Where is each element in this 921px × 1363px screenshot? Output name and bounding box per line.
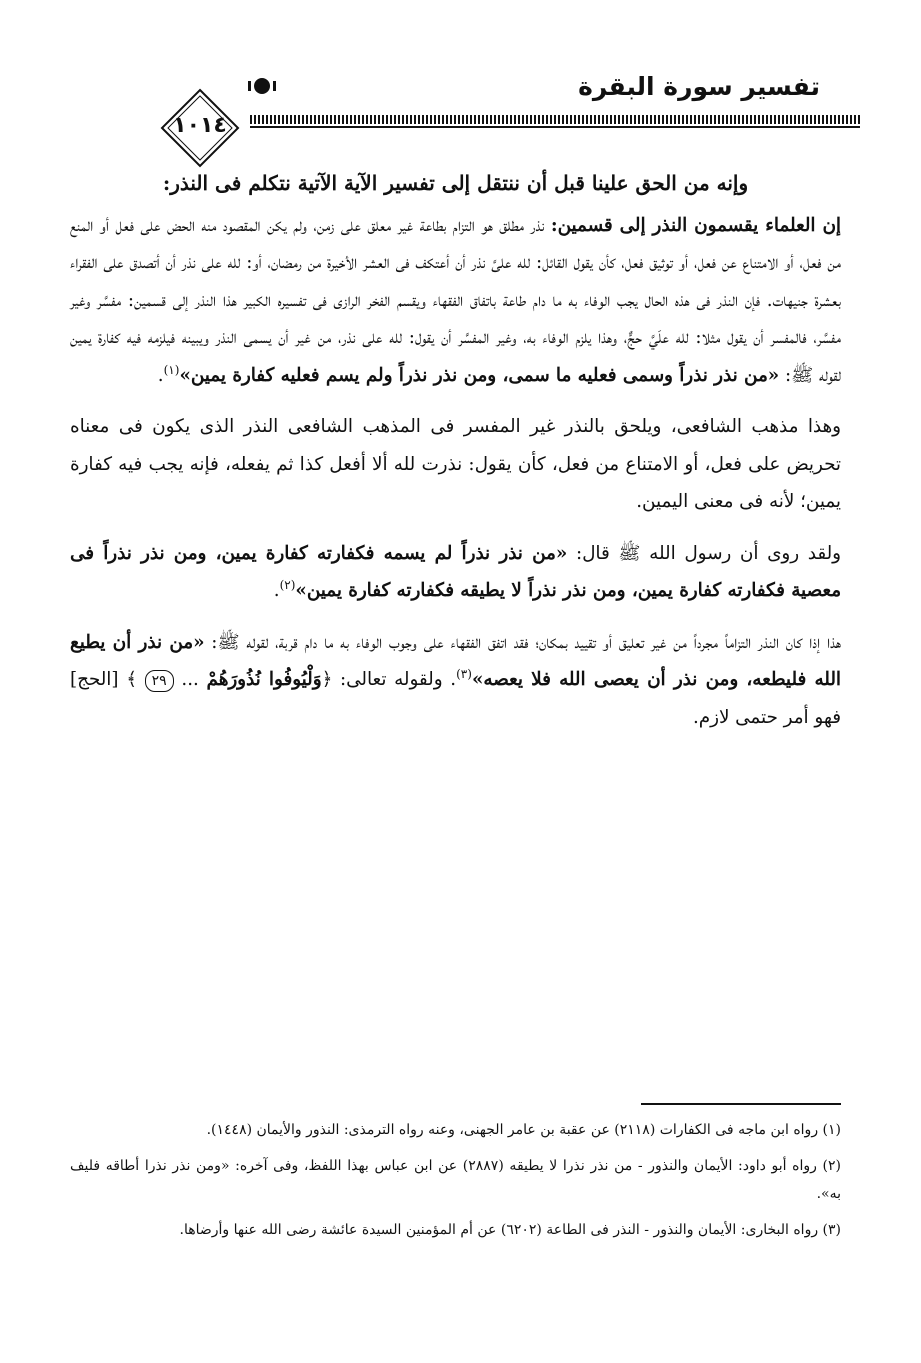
paragraph-3-text: ولقد روى أن رسول الله ﷺ قال:: [567, 542, 841, 564]
header-rule-line: [250, 126, 860, 128]
main-text: [70, 165, 841, 736]
footnote-ref-1: (١): [163, 362, 180, 377]
footnote-ref-2: (٢): [279, 577, 296, 592]
paragraph-4: [70, 624, 841, 737]
footnote-3: (٣) رواه البخارى: الأيمان والنذور - النذر فى الطاعة (٦٢٠٢) عن أم المؤمنين السيدة عائشة رضى الله عنها وأرضاها.: [179, 1222, 841, 1238]
hadith-quote-1: «من نذر نذراً وسمى فعليه ما سمى، ومن نذر نذراً ولم يسم فعليه كفارة يمين»: [179, 364, 780, 386]
header-rule: [250, 115, 860, 124]
footnote-ref-3: (٣): [456, 666, 472, 681]
page-number: ١٠١٤: [173, 113, 227, 138]
running-title: تفسير سورة البقرة: [578, 72, 820, 101]
paragraph-2: وهذا مذهب الشافعى، ويلحق بالنذر غير المفسر فى المذهب الشافعى النذر الذى يكون فى معناه تحريض على فعل، أو الامتناع من فعل، كأن يقول: نذرت لله ألا أفعل كذا ثم يفعله، فإنه يجب فيه كفارة يمين؛ لأنه فى معنى اليمين.: [70, 416, 841, 512]
intro-heading: وإنه من الحق علينا قبل أن ننتقل إلى تفسير الآية الآتية نتكلم فى النذر:: [162, 171, 749, 195]
footnote-separator: [641, 1103, 841, 1105]
verse-ellipsis: ...: [181, 669, 207, 690]
footnote-1: (١) رواه ابن ماجه فى الكفارات (٢١١٨) عن عقبة بن عامر الجهنى، وعنه رواه الترمذى: النذور والأيمان (١٤٤٨).: [206, 1122, 841, 1138]
paragraph-1: إن العلماء يقسمون النذر إلى قسمين: نذر مطلق هو التزام بطاعة غير معلق على زمن، ولم يكن المقصود منه الحض على فعل أو المنع من فعل، أو الامتناع عن فعل، أو توثيق فعل، كأن يقول القائل: لله علىَّ نذر أن أعتكف فى العشر الأخيرة من رمضان، أو: لله على نذر أن أتصدق على الفقراء بعشرة جنيهات. فإن النذر فى هذه الحال يجب الوفاء به ما دام طاعة باتفاق الفقهاء ويقسم الفخر الرازى فى تفسيره الكبير هذا النذر إلى قسمين: مفسَّر وغير مفسَّر، فالمفسر أن يقول مثلا: لله علَيَّ حجٌّ، وهذا يلزم الوفاء به، وغير المفسَّر أن يقول: لله على نذر، من غير أن يسمى النذر ويبينه فيلزمه فيه كفارة يمين لقوله ﷺ: «من نذر نذراً وسمى فعليه ما سمى، ومن نذر نذراً ولم يسم فعليه كفارة يمين»$^{(١)}$.: [70, 214, 841, 386]
footnote-2: (٢) رواه أبو داود: الأيمان والنذور - من نذر نذرا لا يطيقه (٢٨٨٧) عن ابن عباس بهذا اللفظ، وفى آخره: «ومن نذر نذرا أطاقه فليف به».: [70, 1158, 841, 1202]
hadith-quote-3: «من نذر أن يطيع الله فليطعه، ومن نذر أن يعصى الله فلا يعصه»: [70, 631, 841, 690]
ayah-number-badge: ٢٩: [145, 670, 174, 692]
paragraph-4-text: هذا إذا كان النذر التزاماً مجرداً من غير تعليق أو تقييد بمكان؛ فقد اتفق الفقهاء على وجوب الوفاء به ما دام قربة، لقوله ﷺ:: [204, 631, 841, 653]
paragraph-3: ولقد روى أن رسول الله ﷺ قال: «من نذر نذراً لم يسمه فكفارته كفارة يمين، ومن نذر نذراً فى معصية فكفارته كفارة يمين، ومن نذر نذراً لا يطيقه فكفارته كفارة يمين»$^{(٢)}$.: [70, 542, 841, 601]
footnotes: [70, 1116, 841, 1252]
paragraph-1-lead: إن العلماء يقسمون النذر إلى قسمين:: [550, 214, 841, 236]
hadith-quote-2: «من نذر نذراً لم يسمه فكفارته كفارة يمين، ومن نذر نذراً فى معصية فكفارته كفارة يمين، ومن نذر نذراً لا يطيقه فكفارته كفارة يمين»: [70, 542, 841, 601]
paragraph-1-text: نذر مطلق هو التزام بطاعة غير معلق على زمن، ولم يكن المقصود منه الحض على فعل أو المنع من فعل، أو الامتناع عن فعل، أو توثيق فعل، كأن يقول القائل: لله علىَّ نذر أن أعتكف فى العشر الأخيرة من رمضان، أو: لله على نذر أن أتصدق على الفقراء بعشرة جنيهات. فإن النذر فى هذه الحال يجب الوفاء به ما دام طاعة باتفاق الفقهاء ويقسم الفخر الرازى فى تفسيره الكبير هذا النذر إلى قسمين: مفسَّر وغير مفسَّر، فالمفسر أن يقول مثلا: لله علَيَّ حجٌّ، وهذا يلزم الوفاء به، وغير المفسَّر أن يقول: لله على نذر، من غير أن يسمى النذر ويبينه فيلزمه فيه كفارة يمين لقوله ﷺ:: [70, 214, 841, 386]
paragraph-4-text-2: . ولقوله تعالى: ﴿: [321, 669, 457, 690]
page-header: [60, 60, 860, 160]
quran-verse: وَلْيُوفُوا نُذُورَهُمْ: [206, 669, 322, 690]
ornament-icon: [254, 78, 270, 94]
surah-reference: ﴾ [الحج] فهو أمر حتمى لازم.: [70, 669, 841, 728]
